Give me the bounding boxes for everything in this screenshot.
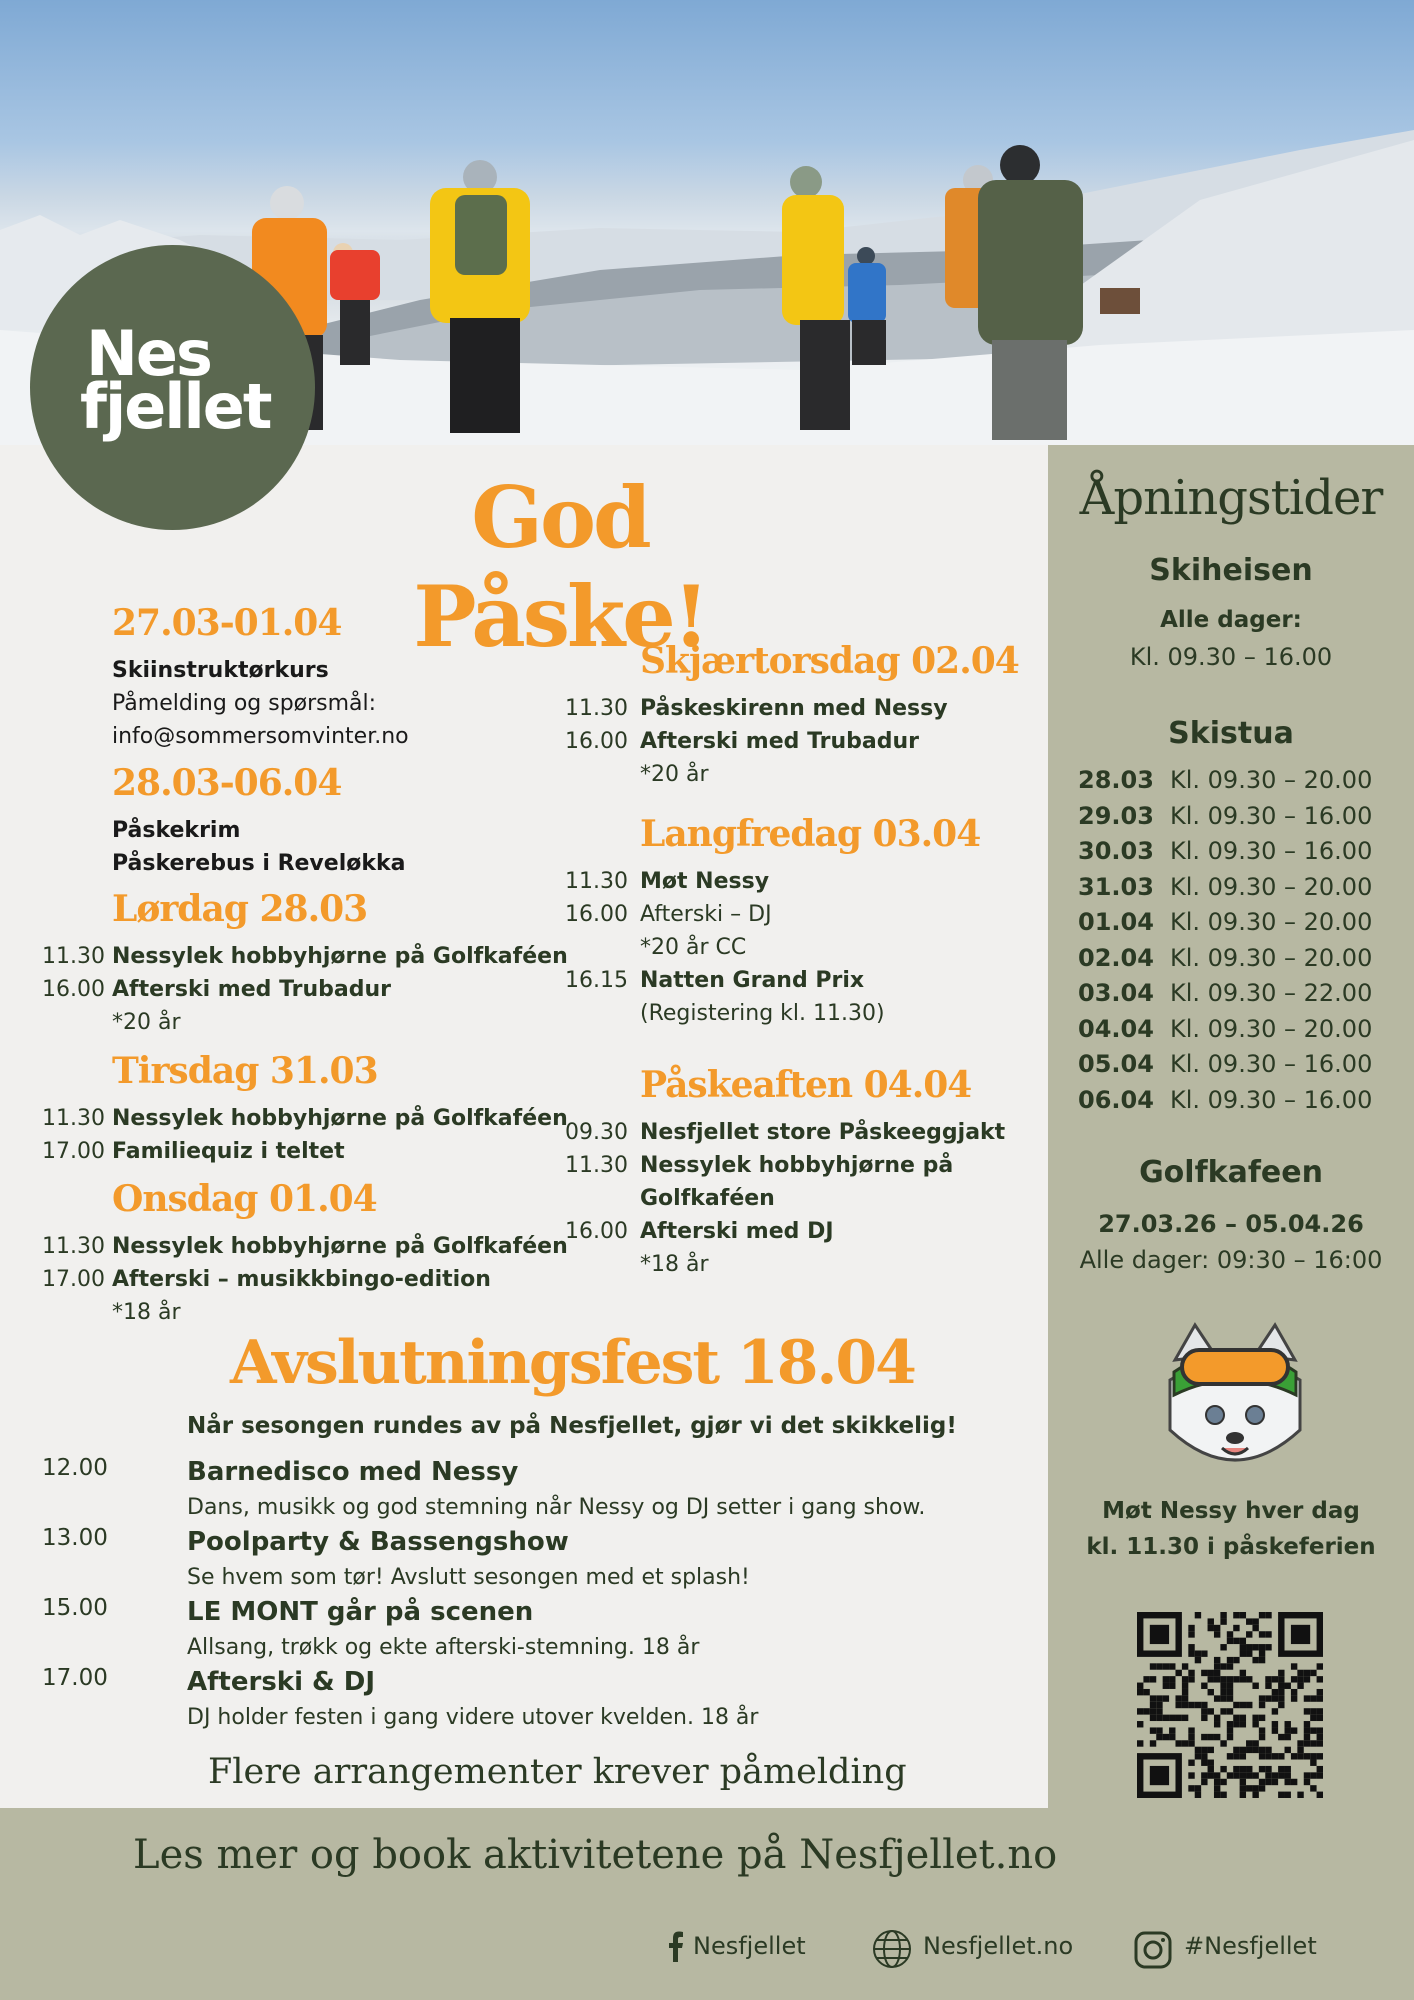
event-time: 11.30 [42, 1234, 105, 1259]
event-time: 11.30 [565, 869, 628, 894]
event-text: Skiinstruktørkurs [112, 658, 329, 683]
finale-item-desc: Allsang, trøkk og ekte afterski-stemning. 18 år [187, 1635, 700, 1660]
event-time: 11.30 [565, 696, 628, 721]
finale-item-desc: DJ holder festen i gang videre utover kvelden. 18 år [187, 1705, 759, 1730]
facebook-icon[interactable] [668, 1930, 684, 1962]
event-text: Møt Nessy [640, 869, 770, 894]
skistua-hours: Kl. 09.30 – 16.00 [1170, 1050, 1373, 1078]
skistua-date: 05.04 [1078, 1050, 1154, 1078]
event-date-heading: Tirsdag 31.03 [112, 1050, 378, 1092]
event-date-heading: 28.03-06.04 [112, 762, 342, 804]
qr-code[interactable] [1137, 1612, 1323, 1798]
website-link[interactable]: Nesfjellet.no [923, 1932, 1074, 1960]
instagram-icon[interactable] [1133, 1930, 1173, 1970]
finale-title: Avslutningsfest 18.04 [230, 1328, 915, 1398]
event-text: Afterski med DJ [640, 1219, 834, 1244]
event-text: Påskerebus i Reveløkka [112, 851, 406, 876]
event-text: (Registering kl. 11.30) [640, 1001, 885, 1026]
page-title: God Påske! [413, 468, 707, 666]
skistua-hours: Kl. 09.30 – 20.00 [1170, 908, 1373, 936]
skistua-hours: Kl. 09.30 – 20.00 [1170, 766, 1373, 794]
event-text: Påskekrim [112, 818, 241, 843]
event-time: 16.15 [565, 968, 628, 993]
event-text: Afterski med Trubadur [640, 729, 920, 754]
footer-cta[interactable]: Les mer og book aktivitetene på Nesfjellet.no [133, 1832, 1058, 1878]
event-date-heading: Langfredag 03.04 [640, 813, 981, 855]
golfkafeen-dates: 27.03.26 – 05.04.26 [1098, 1210, 1364, 1238]
globe-icon[interactable] [871, 1928, 913, 1970]
skiheisen-label: Alle dager: [1160, 607, 1302, 633]
finale-item-title: Afterski & DJ [187, 1667, 376, 1697]
skistua-hours: Kl. 09.30 – 20.00 [1170, 1014, 1373, 1043]
event-time: 09.30 [565, 1120, 628, 1145]
finale-item-title: Poolparty & Bassengshow [187, 1527, 569, 1557]
instagram-link[interactable]: #Nesfjellet [1184, 1932, 1317, 1960]
skistua-date: 01.04 [1078, 908, 1154, 936]
opening-hours-title: Åpningstider [1079, 470, 1383, 526]
event-text: info@sommersomvinter.no [112, 724, 409, 749]
skistua-hours: Kl. 09.30 – 16.00 [1170, 837, 1373, 865]
finale-time: 12.00 [42, 1455, 108, 1481]
skistua-hours: Kl. 09.30 – 16.00 [1170, 801, 1373, 830]
nessy-note-line-1: Møt Nessy hver dag [1102, 1498, 1360, 1524]
skistua-date: 06.04 [1078, 1085, 1154, 1114]
golfkafeen-hours: Alle dager: 09:30 – 16:00 [1079, 1246, 1383, 1274]
finale-item-desc: Dans, musikk og god stemning når Nessy og DJ setter i gang show. [187, 1495, 926, 1520]
event-text: *20 år [640, 762, 709, 787]
nesfjellet-logo [30, 245, 315, 530]
event-text: *20 år [112, 1010, 181, 1035]
nessy-note [1048, 1493, 1414, 1565]
nessy-mascot [1160, 1320, 1310, 1480]
finale-time: 13.00 [42, 1525, 108, 1551]
nessy-note-line-2: kl. 11.30 i påskeferien [1086, 1534, 1376, 1560]
facebook-link[interactable]: Nesfjellet [693, 1932, 806, 1960]
event-time: 17.00 [42, 1267, 105, 1292]
event-date-heading: Påskeaften 04.04 [640, 1064, 972, 1106]
logo-line-1: Nes [86, 317, 211, 390]
event-time: 17.00 [42, 1139, 105, 1164]
event-time: 16.00 [565, 729, 628, 754]
event-text: Nessylek hobbyhjørne på Golfkaféen [112, 1106, 568, 1131]
event-text: Afterski – musikkbingo-edition [112, 1267, 491, 1292]
event-text: Familiequiz i teltet [112, 1139, 345, 1164]
event-time: 11.30 [565, 1153, 628, 1178]
event-text: *18 år [112, 1300, 181, 1325]
skistua-hours: Kl. 09.30 – 22.00 [1170, 979, 1373, 1007]
event-time: 16.00 [565, 1219, 628, 1244]
event-text: Natten Grand Prix [640, 968, 865, 993]
finale-time: 15.00 [42, 1595, 108, 1621]
event-text: Golfkaféen [640, 1186, 775, 1211]
registration-note: Flere arrangementer krever påmelding [208, 1752, 907, 1792]
finale-item-title: LE MONT går på scenen [187, 1597, 534, 1627]
skiheisen-hours: Kl. 09.30 – 16.00 [1129, 643, 1333, 671]
golfkafeen-title: Golfkafeen [1139, 1155, 1323, 1190]
event-date-heading: Skjærtorsdag 02.04 [640, 640, 1019, 682]
event-text: Nesfjellet store Påskeeggjakt [640, 1120, 1006, 1145]
skistua-date: 29.03 [1078, 801, 1154, 830]
skistua-date: 02.04 [1078, 943, 1154, 972]
event-date-heading: Lørdag 28.03 [112, 888, 368, 930]
event-text: *18 år [640, 1252, 709, 1277]
skier-blue [848, 247, 886, 365]
finale-item-title: Barnedisco med Nessy [187, 1457, 519, 1487]
skistua-title: Skistua [1168, 716, 1294, 751]
event-time: 16.00 [42, 977, 105, 1002]
finale-subtitle: Når sesongen rundes av på Nesfjellet, gjør vi det skikkelig! [187, 1413, 957, 1439]
event-time: 11.30 [42, 1106, 105, 1131]
event-text: Nessylek hobbyhjørne på Golfkaféen [112, 944, 568, 969]
skistua-hours: Kl. 09.30 – 16.00 [1170, 1085, 1373, 1114]
skistua-hours: Kl. 09.30 – 20.00 [1170, 872, 1373, 901]
event-text: *20 år CC [640, 935, 747, 960]
skiheisen-title: Skiheisen [1149, 553, 1313, 588]
event-text: Påmelding og spørsmål: [112, 691, 377, 716]
event-text: Nessylek hobbyhjørne på Golfkaféen [112, 1234, 568, 1259]
skistua-hours: Kl. 09.30 – 20.00 [1170, 943, 1373, 972]
finale-time: 17.00 [42, 1665, 108, 1691]
event-time: 11.30 [42, 944, 105, 969]
finale-item-desc: Se hvem som tør! Avslutt sesongen med et splash! [187, 1565, 750, 1590]
skistua-date: 28.03 [1078, 766, 1154, 794]
event-text: Nessylek hobbyhjørne på [640, 1153, 954, 1178]
event-date-heading: Onsdag 01.04 [112, 1178, 377, 1220]
skistua-date: 04.04 [1078, 1014, 1154, 1043]
event-text: Afterski med Trubadur [112, 977, 392, 1002]
skistua-date: 30.03 [1078, 837, 1154, 865]
logo-line-2: fjellet [80, 370, 271, 443]
event-date-heading: 27.03-01.04 [112, 602, 342, 644]
event-text: Afterski – DJ [640, 902, 772, 927]
skistua-date: 03.04 [1078, 979, 1154, 1007]
event-time: 16.00 [565, 902, 628, 927]
skistua-date: 31.03 [1078, 872, 1154, 901]
event-text: Påskeskirenn med Nessy [640, 696, 948, 721]
